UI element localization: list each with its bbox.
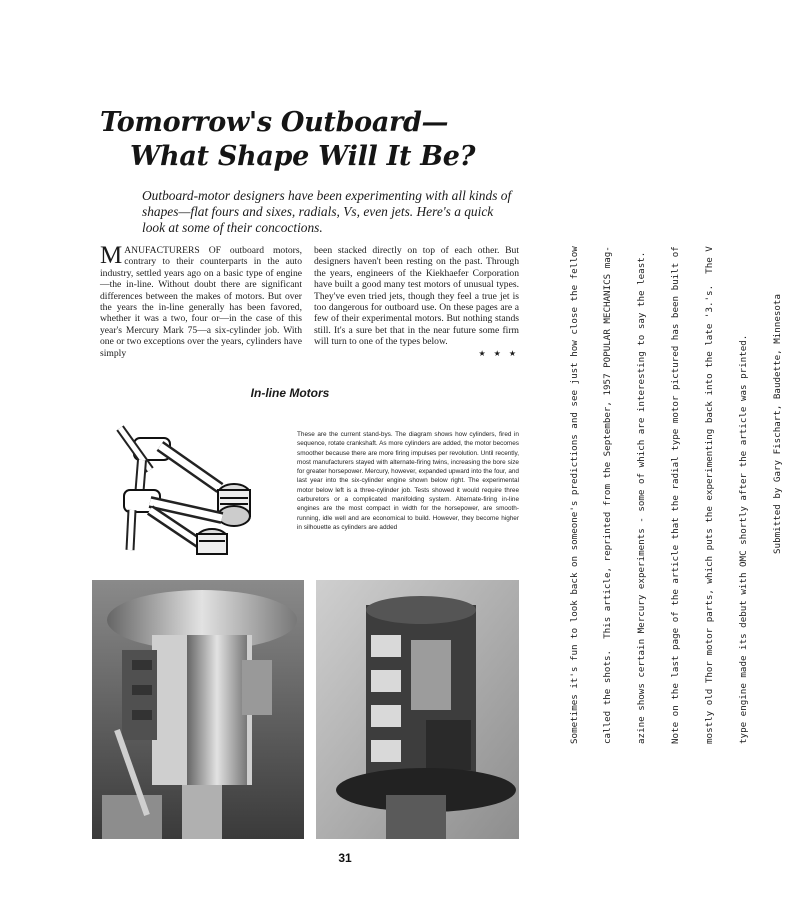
body-column-1 <box>100 242 302 359</box>
typewritten-side-note <box>546 104 783 744</box>
photo-caption: These are the current stand-bys. The diagram shows how cylinders, fired in sequence, rotate crankshaft. As more cylinders are added, the motor becomes smoother because there are more firing impulses per revolution. Until recently, most manufacturers stayed with alternate-firing twins, increasing the bore size for greater horsepower. Mercury, however, expanded upward into the four, and last year into the six-cylinder engine shown below right. The experimental motor below left is a three-cylinder job. Tests showed it would require three carburetors or a complicated manifolding system. Alternate-firing in-line engines are the most compact in width for the horsepower, are smooth-running, idle well and are economical to build. However, they become higher in silhouette as cylinders are added <box>297 431 519 531</box>
page-number: 31 <box>338 851 352 865</box>
section-heading: In-line Motors <box>250 386 330 400</box>
drop-cap: M <box>100 242 123 269</box>
body-column-2 <box>314 245 519 359</box>
article-title <box>100 106 530 174</box>
three-cylinder-motor-photo <box>92 580 304 839</box>
side-note-line: Sometimes it's fun to look back on someone's predictions and see just how close the fellow <box>568 246 580 744</box>
crankshaft-diagram <box>110 410 280 560</box>
side-note-line: Note on the last page of the article that the radial type motor pictured has been built of <box>670 246 682 744</box>
article-deck: Outboard-motor designers have been experimenting with all kinds of shapes—flat fours and sixes, radials, Vs, even jets. Here's a quick look at some of their concoctions. <box>142 188 512 235</box>
body-column-1-text: ANUFACTURERS OF outboard motors, contrary to their counterparts in the auto industry, settled years ago on a basic type of engine—the in-line. Without doubt there are significant differences between the makes of motors. But over the years the in-line generally has been favored, whether it was a two, four or—in the case of this year's Mercury Mark 75—a six-cylinder job. With one or two exceptions over the years, cylinders have simply <box>100 245 302 359</box>
side-note-line: called the shots. This article, reprinted from the September, 1957 POPULAR MECHANICS mag- <box>602 246 614 744</box>
side-note-text <box>546 104 783 744</box>
title-line-2: What Shape Will It Be? <box>130 141 476 172</box>
side-note-line: azine shows certain Mercury experiments - some of which are interesting to say the least. <box>636 251 648 744</box>
side-note-signature: Submitted by Gary Fischart, Baudette, Minnesota <box>771 294 783 554</box>
title-line-1: Tomorrow's Outboard— <box>100 107 449 138</box>
end-mark: ★ ★ ★ <box>478 348 519 358</box>
six-cylinder-motor-photo <box>316 580 519 839</box>
side-note-line: mostly old Thor motor parts, which puts the experimenting back into the late '3.'s. The V <box>704 246 716 744</box>
body-column-2-text: been stacked directly on top of each other. But designers haven't been resting on the past. Through the years, engineers of the Kiekhaefer Corporation have built a good many test motors of unusual types. They've even tried jets, though they feel a true jet is too dangerous for outboard use. On these pages are a few of their experimental motors. But nothing stands still. It's a sure bet that in the near future some firm will turn to one of the types below. <box>314 245 519 348</box>
side-note-line: type engine made its debut with OMC shortly after the article was printed. <box>738 334 750 744</box>
